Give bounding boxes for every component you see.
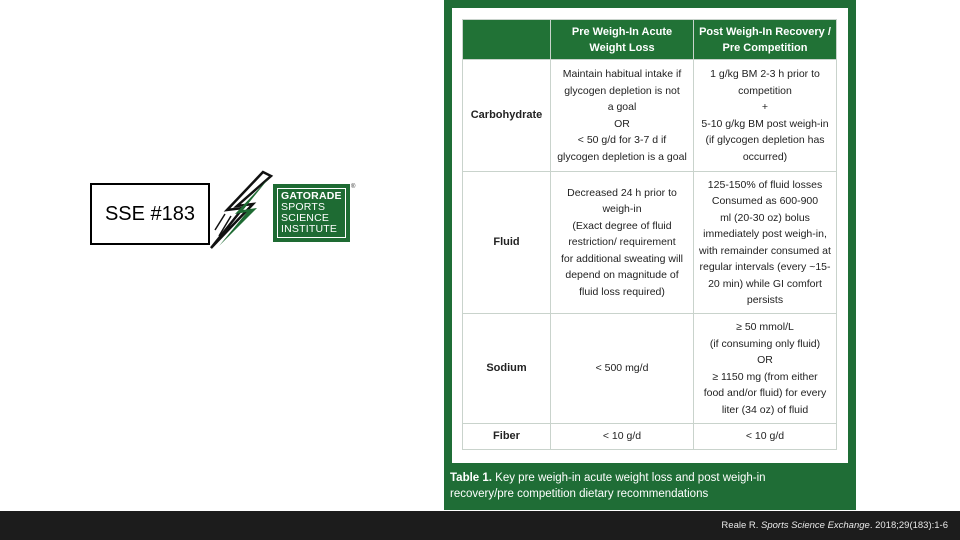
- logo-line-4: INSTITUTE: [281, 223, 338, 235]
- cell-text-line: persists: [746, 294, 784, 306]
- cell-text-line: glycogen depletion is not: [564, 84, 680, 97]
- sse-label: SSE #183: [104, 202, 196, 225]
- cell-text-line: a goal: [607, 101, 637, 113]
- citation: [721, 520, 948, 531]
- cell-fluid-post: [694, 172, 837, 314]
- row-label-fluid: Fluid: [463, 172, 551, 314]
- cell-text-line: food and/or fluid) for every: [703, 387, 827, 399]
- table-header-row: [463, 20, 837, 60]
- cell-fiber-post: [694, 424, 837, 450]
- table-card: [452, 8, 848, 463]
- citation-prefix: Reale R.: [721, 520, 762, 531]
- cell-text-line: occurred): [742, 150, 788, 163]
- logo-line-1: GATORADE: [281, 190, 342, 202]
- row-label-fiber: Fiber: [463, 424, 551, 450]
- caption-label: Table 1.: [450, 472, 492, 484]
- cell-text-line: glycogen depletion is a goal: [557, 150, 687, 163]
- table-caption: [450, 470, 830, 502]
- cell-text-line: immediately post weigh-in,: [703, 228, 827, 240]
- cell-fiber-pre: [551, 424, 694, 450]
- gatorade-ssi-logo: [205, 170, 355, 250]
- cell-text-line: +: [761, 101, 769, 113]
- table-row: [463, 424, 837, 450]
- cell-text-line: (if consuming only fluid): [709, 337, 821, 350]
- footer-bar: [0, 511, 960, 540]
- cell-text-line: OR: [757, 354, 773, 366]
- cell-text-line: Maintain habitual intake if: [562, 68, 682, 80]
- cell-text-line: regular intervals (every ~15-: [699, 261, 831, 273]
- sse-label-box: [90, 183, 210, 245]
- cell-text-line: Decreased 24 h prior to: [567, 186, 677, 199]
- cell-text-line: ≥ 1150 mg (from either: [712, 370, 818, 383]
- cell-text-line: Consumed as 600-900: [711, 195, 819, 207]
- cell-text-line: 1 g/kg BM 2-3 h prior to: [710, 68, 820, 80]
- citation-suffix: . 2018;29(183):1-6: [869, 520, 948, 531]
- logo-box: [273, 184, 350, 242]
- cell-text-line: with remainder consumed at: [699, 244, 831, 257]
- lightning-bolt-icon: [205, 170, 275, 250]
- table-figure: [444, 0, 856, 510]
- cell-text-line: < 10 g/d: [602, 430, 642, 443]
- cell-text-line: < 500 mg/d: [595, 362, 649, 375]
- cell-text-line: ≥ 50 mmol/L: [736, 321, 794, 333]
- cell-text-line: (Exact degree of fluid: [572, 219, 672, 232]
- caption-text: Key pre weigh-in acute weight loss and post weigh-in recovery/pre competition dietary recommendations: [450, 472, 766, 500]
- cell-text-line: for additional sweating will: [561, 252, 683, 265]
- cell-carbohydrate-pre: [551, 60, 694, 172]
- row-label-sodium: Sodium: [463, 314, 551, 424]
- cell-text-line: liter (34 oz) of fluid: [721, 403, 809, 416]
- logo-line-3: SCIENCE: [281, 212, 330, 224]
- cell-sodium-post: [694, 314, 837, 424]
- logo-line-2: SPORTS: [281, 201, 326, 213]
- cell-text-line: 125-150% of fluid losses: [707, 178, 823, 191]
- cell-fluid-pre: [551, 172, 694, 314]
- cell-sodium-pre: [551, 314, 694, 424]
- cell-text-line: (if glycogen depletion has: [705, 134, 825, 146]
- cell-text-line: restriction/ requirement: [568, 236, 676, 249]
- header-pre-weigh-in: Pre Weigh-In Acute Weight Loss: [551, 20, 694, 60]
- recommendations-table: [462, 19, 837, 450]
- cell-text-line: competition: [738, 84, 792, 97]
- cell-text-line: depend on magnitude of: [565, 269, 679, 282]
- cell-text-line: < 10 g/d: [745, 430, 785, 443]
- citation-journal: Sports Science Exchange: [761, 520, 870, 531]
- table-row: [463, 60, 837, 172]
- cell-text-line: 5-10 g/kg BM post weigh-in: [701, 117, 829, 130]
- cell-text-line: < 50 g/d for 3-7 d if: [577, 134, 667, 146]
- registered-mark: ®: [351, 184, 356, 190]
- cell-text-line: 20 min) while GI comfort: [708, 277, 822, 290]
- header-empty: [463, 20, 551, 60]
- cell-carbohydrate-post: [694, 60, 837, 172]
- header-post-weigh-in: Post Weigh-In Recovery / Pre Competition: [694, 20, 837, 60]
- cell-text-line: fluid loss required): [579, 285, 665, 298]
- cell-text-line: weigh-in: [602, 203, 642, 216]
- table-row: [463, 314, 837, 424]
- cell-text-line: ml (20-30 oz) bolus: [720, 211, 810, 224]
- cell-text-line: OR: [614, 117, 630, 130]
- row-label-carbohydrate: Carbohydrate: [463, 60, 551, 172]
- table-row: [463, 172, 837, 314]
